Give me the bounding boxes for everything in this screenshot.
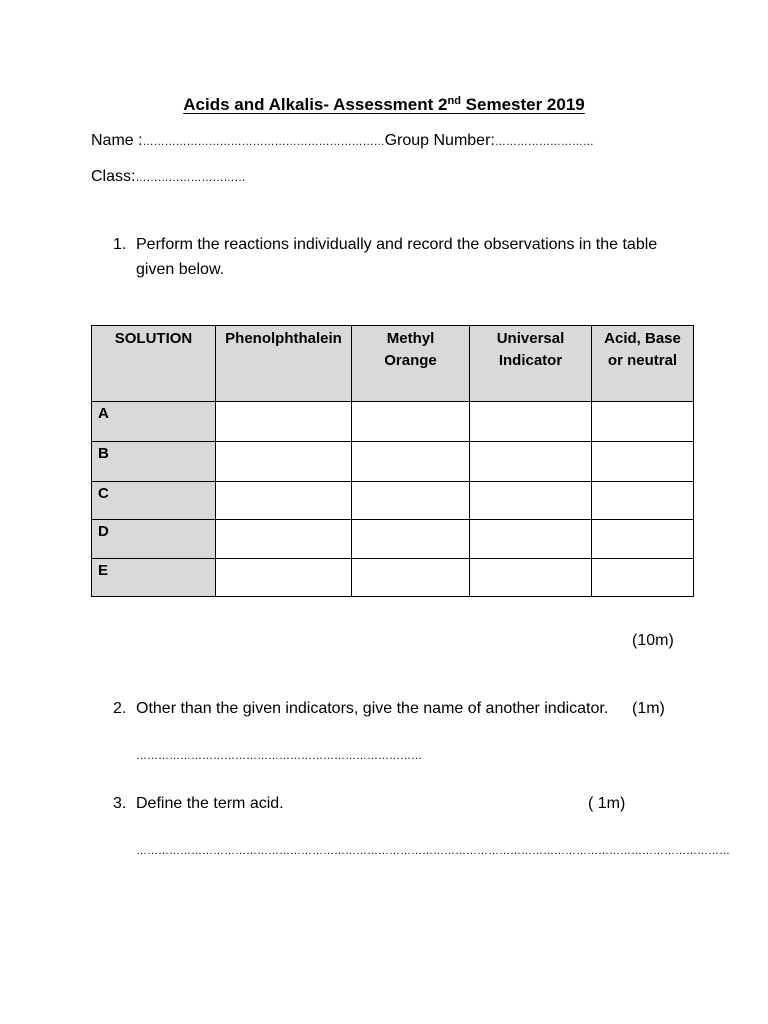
cell-methyl-orange xyxy=(352,559,470,597)
cell-acid-base-neutral xyxy=(592,482,694,520)
header-methyl-orange xyxy=(352,326,470,402)
question-1-number: 1. xyxy=(113,236,127,253)
question-3-text: Define the term acid. xyxy=(136,795,284,812)
cell-universal-indicator xyxy=(470,520,592,559)
table-row xyxy=(92,442,694,482)
header-acid-base-neutral-label: Acid, Base or neutral xyxy=(604,330,681,369)
row-label-e: E xyxy=(92,559,216,597)
row-label-d: D xyxy=(92,520,216,559)
header-phenolphthalein-label: Phenolphthalein xyxy=(225,330,342,347)
cell-phenolphthalein xyxy=(216,402,352,442)
cell-universal-indicator xyxy=(470,402,592,442)
name-blank: ………………………………………………………… xyxy=(142,136,385,148)
cell-phenolphthalein xyxy=(216,520,352,559)
question-3-answer-blank: ……………………………………………………………………………………………………………………………………………… xyxy=(136,845,730,857)
cell-phenolphthalein xyxy=(216,482,352,520)
question-2-answer-blank: …………………………………………………………………… xyxy=(136,750,422,762)
row-label-c: C xyxy=(92,482,216,520)
question-1-marks: (10m) xyxy=(632,632,674,649)
title-superscript: nd xyxy=(447,95,461,107)
title-text-rest: Semester 2019 xyxy=(460,95,585,114)
question-2-marks: (1m) xyxy=(632,700,665,717)
class-label: Class: xyxy=(91,168,136,185)
table-header-row xyxy=(92,326,694,402)
question-2-text: Other than the given indicators, give the name of another indicator. xyxy=(136,700,609,717)
question-3-number: 3. xyxy=(113,795,127,812)
title-text: Acids and Alkalis- Assessment 2 xyxy=(183,95,448,114)
group-number-blank: ……………………… xyxy=(494,136,594,148)
row-label-b: B xyxy=(92,442,216,482)
cell-acid-base-neutral xyxy=(592,559,694,597)
cell-methyl-orange xyxy=(352,442,470,482)
name-label: Name : xyxy=(91,132,143,149)
cell-methyl-orange xyxy=(352,482,470,520)
table-row xyxy=(92,520,694,559)
header-solution-label: SOLUTION xyxy=(114,330,193,347)
observation-table xyxy=(91,325,694,597)
table-row xyxy=(92,482,694,520)
header-phenolphthalein xyxy=(216,326,352,402)
table-row xyxy=(92,559,694,597)
question-1-text: Perform the reactions individually and record the observations in the table given below. xyxy=(136,236,658,278)
class-blank: ………………………… xyxy=(135,172,246,184)
table-row xyxy=(92,402,694,442)
question-3-marks: ( 1m) xyxy=(588,795,626,812)
row-label-a: A xyxy=(92,402,216,442)
cell-acid-base-neutral xyxy=(592,402,694,442)
cell-phenolphthalein xyxy=(216,442,352,482)
cell-universal-indicator xyxy=(470,559,592,597)
group-number-label: Group Number: xyxy=(384,132,495,149)
header-acid-base-neutral xyxy=(592,326,694,402)
header-methyl-orange-label: Methyl Orange xyxy=(384,330,437,369)
cell-methyl-orange xyxy=(352,402,470,442)
cell-acid-base-neutral xyxy=(592,520,694,559)
class-line xyxy=(91,167,245,188)
cell-universal-indicator xyxy=(470,442,592,482)
cell-phenolphthalein xyxy=(216,559,352,597)
name-group-line xyxy=(91,131,594,152)
worksheet-title xyxy=(0,95,768,115)
header-universal-indicator-label: Universal Indicator xyxy=(496,330,565,369)
cell-acid-base-neutral xyxy=(592,442,694,482)
header-universal-indicator xyxy=(470,326,592,402)
cell-universal-indicator xyxy=(470,482,592,520)
question-2-number: 2. xyxy=(113,700,127,717)
header-solution xyxy=(92,326,216,402)
cell-methyl-orange xyxy=(352,520,470,559)
